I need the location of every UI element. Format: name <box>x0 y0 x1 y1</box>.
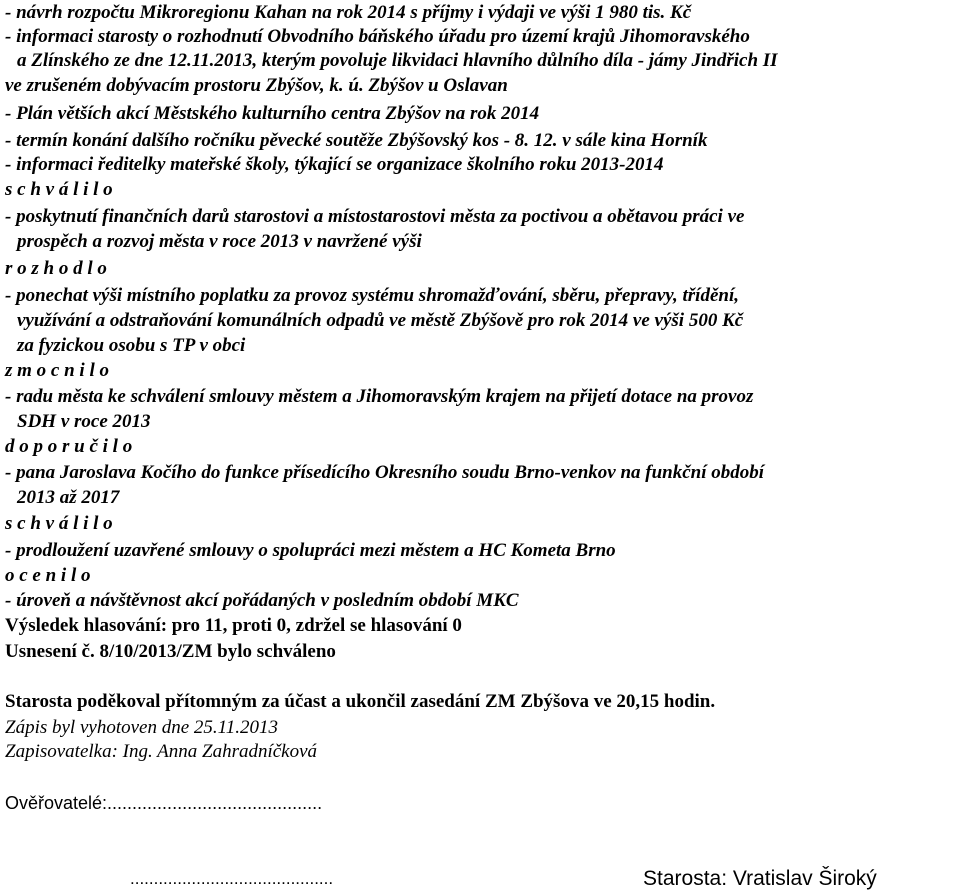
text-line: - informaci starosty o rozhodnutí Obvodního báňského úřadu pro území krajů Jihomoravského <box>5 26 750 47</box>
text-line: - pana Jaroslava Kočího do funkce přísedícího Okresního soudu Brno-venkov na funkční období <box>5 462 765 483</box>
text-line: - radu města ke schválení smlouvy městem a Jihomoravským krajem na přijetí dotace na provoz <box>5 386 754 407</box>
text-line: - poskytnutí finančních darů starostovi a místostarostovi města za poctivou a obětavou práci ve <box>5 206 745 227</box>
text-line: - informaci ředitelky mateřské školy, týkající se organizace školního roku 2013-2014 <box>5 154 664 175</box>
text-line: - úroveň a návštěvnost akcí pořádaných v posledním období MKC <box>5 590 519 611</box>
text-line: a Zlínského ze dne 12.11.2013, kterým povoluje likvidaci hlavního důlního díla - jámy Jindřich II <box>17 50 778 71</box>
text-line: - návrh rozpočtu Mikroregionu Kahan na rok 2014 s příjmy i výdaji ve výši 1 980 tis. Kč <box>5 2 692 23</box>
text-line: - ponechat výši místního poplatku za provoz systému shromažďování, sběru, přepravy, třídění, <box>5 285 739 306</box>
verifiers-line: Ověřovatelé:........................................... <box>5 793 323 813</box>
text-line: - Plán větších akcí Městského kulturního centra Zbýšov na rok 2014 <box>5 103 540 124</box>
text-line: ve zrušeném dobývacím prostoru Zbýšov, k. ú. Zbýšov u Oslavan <box>5 75 508 96</box>
minutes-date: Zápis byl vyhotoven dne 25.11.2013 <box>5 717 278 738</box>
section-heading: z m o c n i l o <box>5 360 109 381</box>
section-heading: o c e n i l o <box>5 565 91 586</box>
section-heading: d o p o r u č i l o <box>5 436 133 457</box>
signature-dots: ........................................... <box>130 869 334 888</box>
text-line: SDH v roce 2013 <box>17 411 151 432</box>
resolution-status: Usnesení č. 8/10/2013/ZM bylo schváleno <box>5 641 336 662</box>
section-heading: s c h v á l i l o <box>5 179 113 200</box>
text-line: - prodloužení uzavřené smlouvy o spolupráci mezi městem a HC Kometa Brno <box>5 540 616 561</box>
section-heading: r o z h o d l o <box>5 258 107 279</box>
vote-result: Výsledek hlasování: pro 11, proti 0, zdržel se hlasování 0 <box>5 615 462 636</box>
recorder-name: Zapisovatelka: Ing. Anna Zahradníčková <box>5 741 318 762</box>
text-line: - termín konání dalšího ročníku pěvecké soutěže Zbýšovský kos - 8. 12. v sále kina Horník <box>5 130 708 151</box>
text-line: prospěch a rozvoj města v roce 2013 v navržené výši <box>17 231 422 252</box>
section-heading: s c h v á l i l o <box>5 513 113 534</box>
text-line: za fyzickou osobu s TP v obci <box>17 335 246 356</box>
mayor-signature-label: Starosta: Vratislav Široký <box>643 867 877 890</box>
text-line: využívání a odstraňování komunálních odpadů ve městě Zbýšově pro rok 2014 ve výši 500 Kč <box>17 310 744 331</box>
closing-statement: Starosta poděkoval přítomným za účast a ukončil zasedání ZM Zbýšova ve 20,15 hodin. <box>5 691 716 712</box>
text-line: 2013 až 2017 <box>17 487 120 508</box>
